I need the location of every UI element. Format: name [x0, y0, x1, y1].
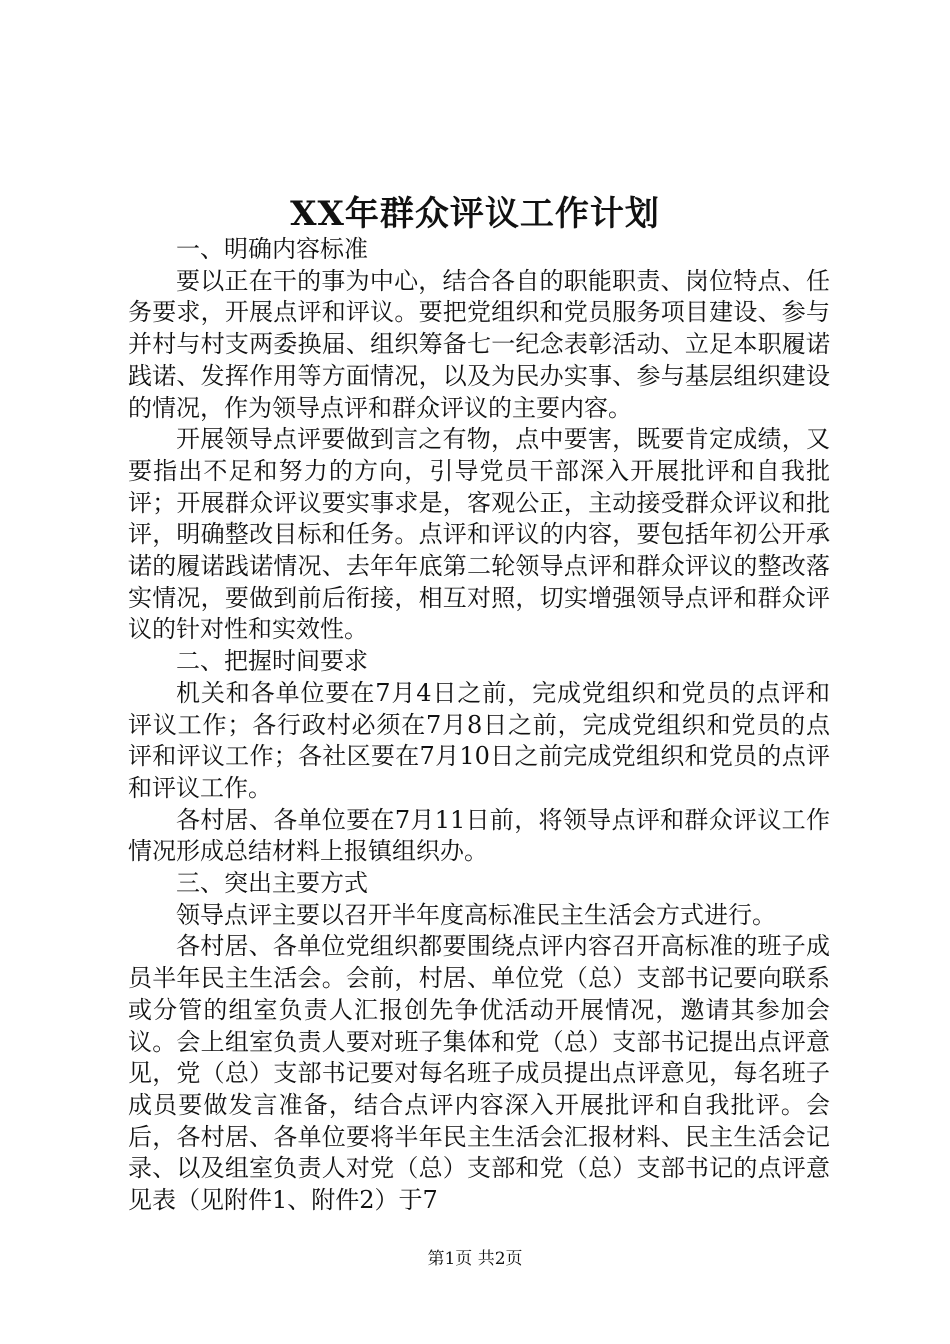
- document-title: XX年群众评议工作计划: [290, 194, 660, 234]
- document-body: [128, 234, 830, 1217]
- paragraph: 领导点评主要以召开半年度高标准民主生活会方式进行。: [176, 900, 776, 929]
- paragraph: 开展领导点评要做到言之有物，点中要害，既要肯定成绩，又要指出不足和努力的方向，引导党员干部深入开展批评和自我批评；开展群众评议要实事求是，客观公正，主动接受群众评议和批评，明确整改目标和任务。点评和评议的内容，要包括年初公开承诺的履诺践诺情况、去年年底第二轮领导点评和群众评议的整改落实情况，要做到前后衔接，相互对照，切实增强领导点评和群众评议的针对性和实效性。: [128, 425, 830, 644]
- paragraph: 各村居、各单位党组织都要围绕点评内容召开高标准的班子成员半年民主生活会。会前，村居、单位党（总）支部书记要向联系或分管的组室负责人汇报创先争优活动开展情况，邀请其参加会议。会上组室负责人要对班子集体和党（总）支部书记提出点评意见，党（总）支部书记要对每名班子成员提出点评意见，每名班子成员要做发言准备，结合点评内容深入开展批评和自我批评。会后，各村居、各单位要将半年民主生活会汇报材料、民主生活会记录、以及组室负责人对党（总）支部和党（总）支部书记的点评意见表（见附件1、附件2）于7: [128, 932, 830, 1215]
- page-footer: 第1页 共2页: [427, 1249, 523, 1269]
- paragraph: 各村居、各单位要在7月11日前，将领导点评和群众评议工作情况形成总结材料上报镇组织办。: [128, 805, 830, 866]
- section-heading-2: 二、把握时间要求: [176, 647, 368, 676]
- paragraph: 机关和各单位要在7月4日之前，完成党组织和党员的点评和评议工作；各行政村必须在7月8日之前，完成党组织和党员的点评和评议工作；各社区要在7月10日之前完成党组织和党员的点评和评议工作。: [128, 678, 830, 802]
- paragraph: 要以正在干的事为中心，结合各自的职能职责、岗位特点、任务要求，开展点评和评议。要把党组织和党员服务项目建设、参与并村与村支两委换届、组织筹备七一纪念表彰活动、立足本职履诺践诺、发挥作用等方面情况，以及为民办实事、参与基层组织建设的情况，作为领导点评和群众评议的主要内容。: [128, 266, 830, 422]
- section-heading-3: 三、突出主要方式: [176, 869, 368, 898]
- section-heading-1: 一、明确内容标准: [176, 235, 368, 263]
